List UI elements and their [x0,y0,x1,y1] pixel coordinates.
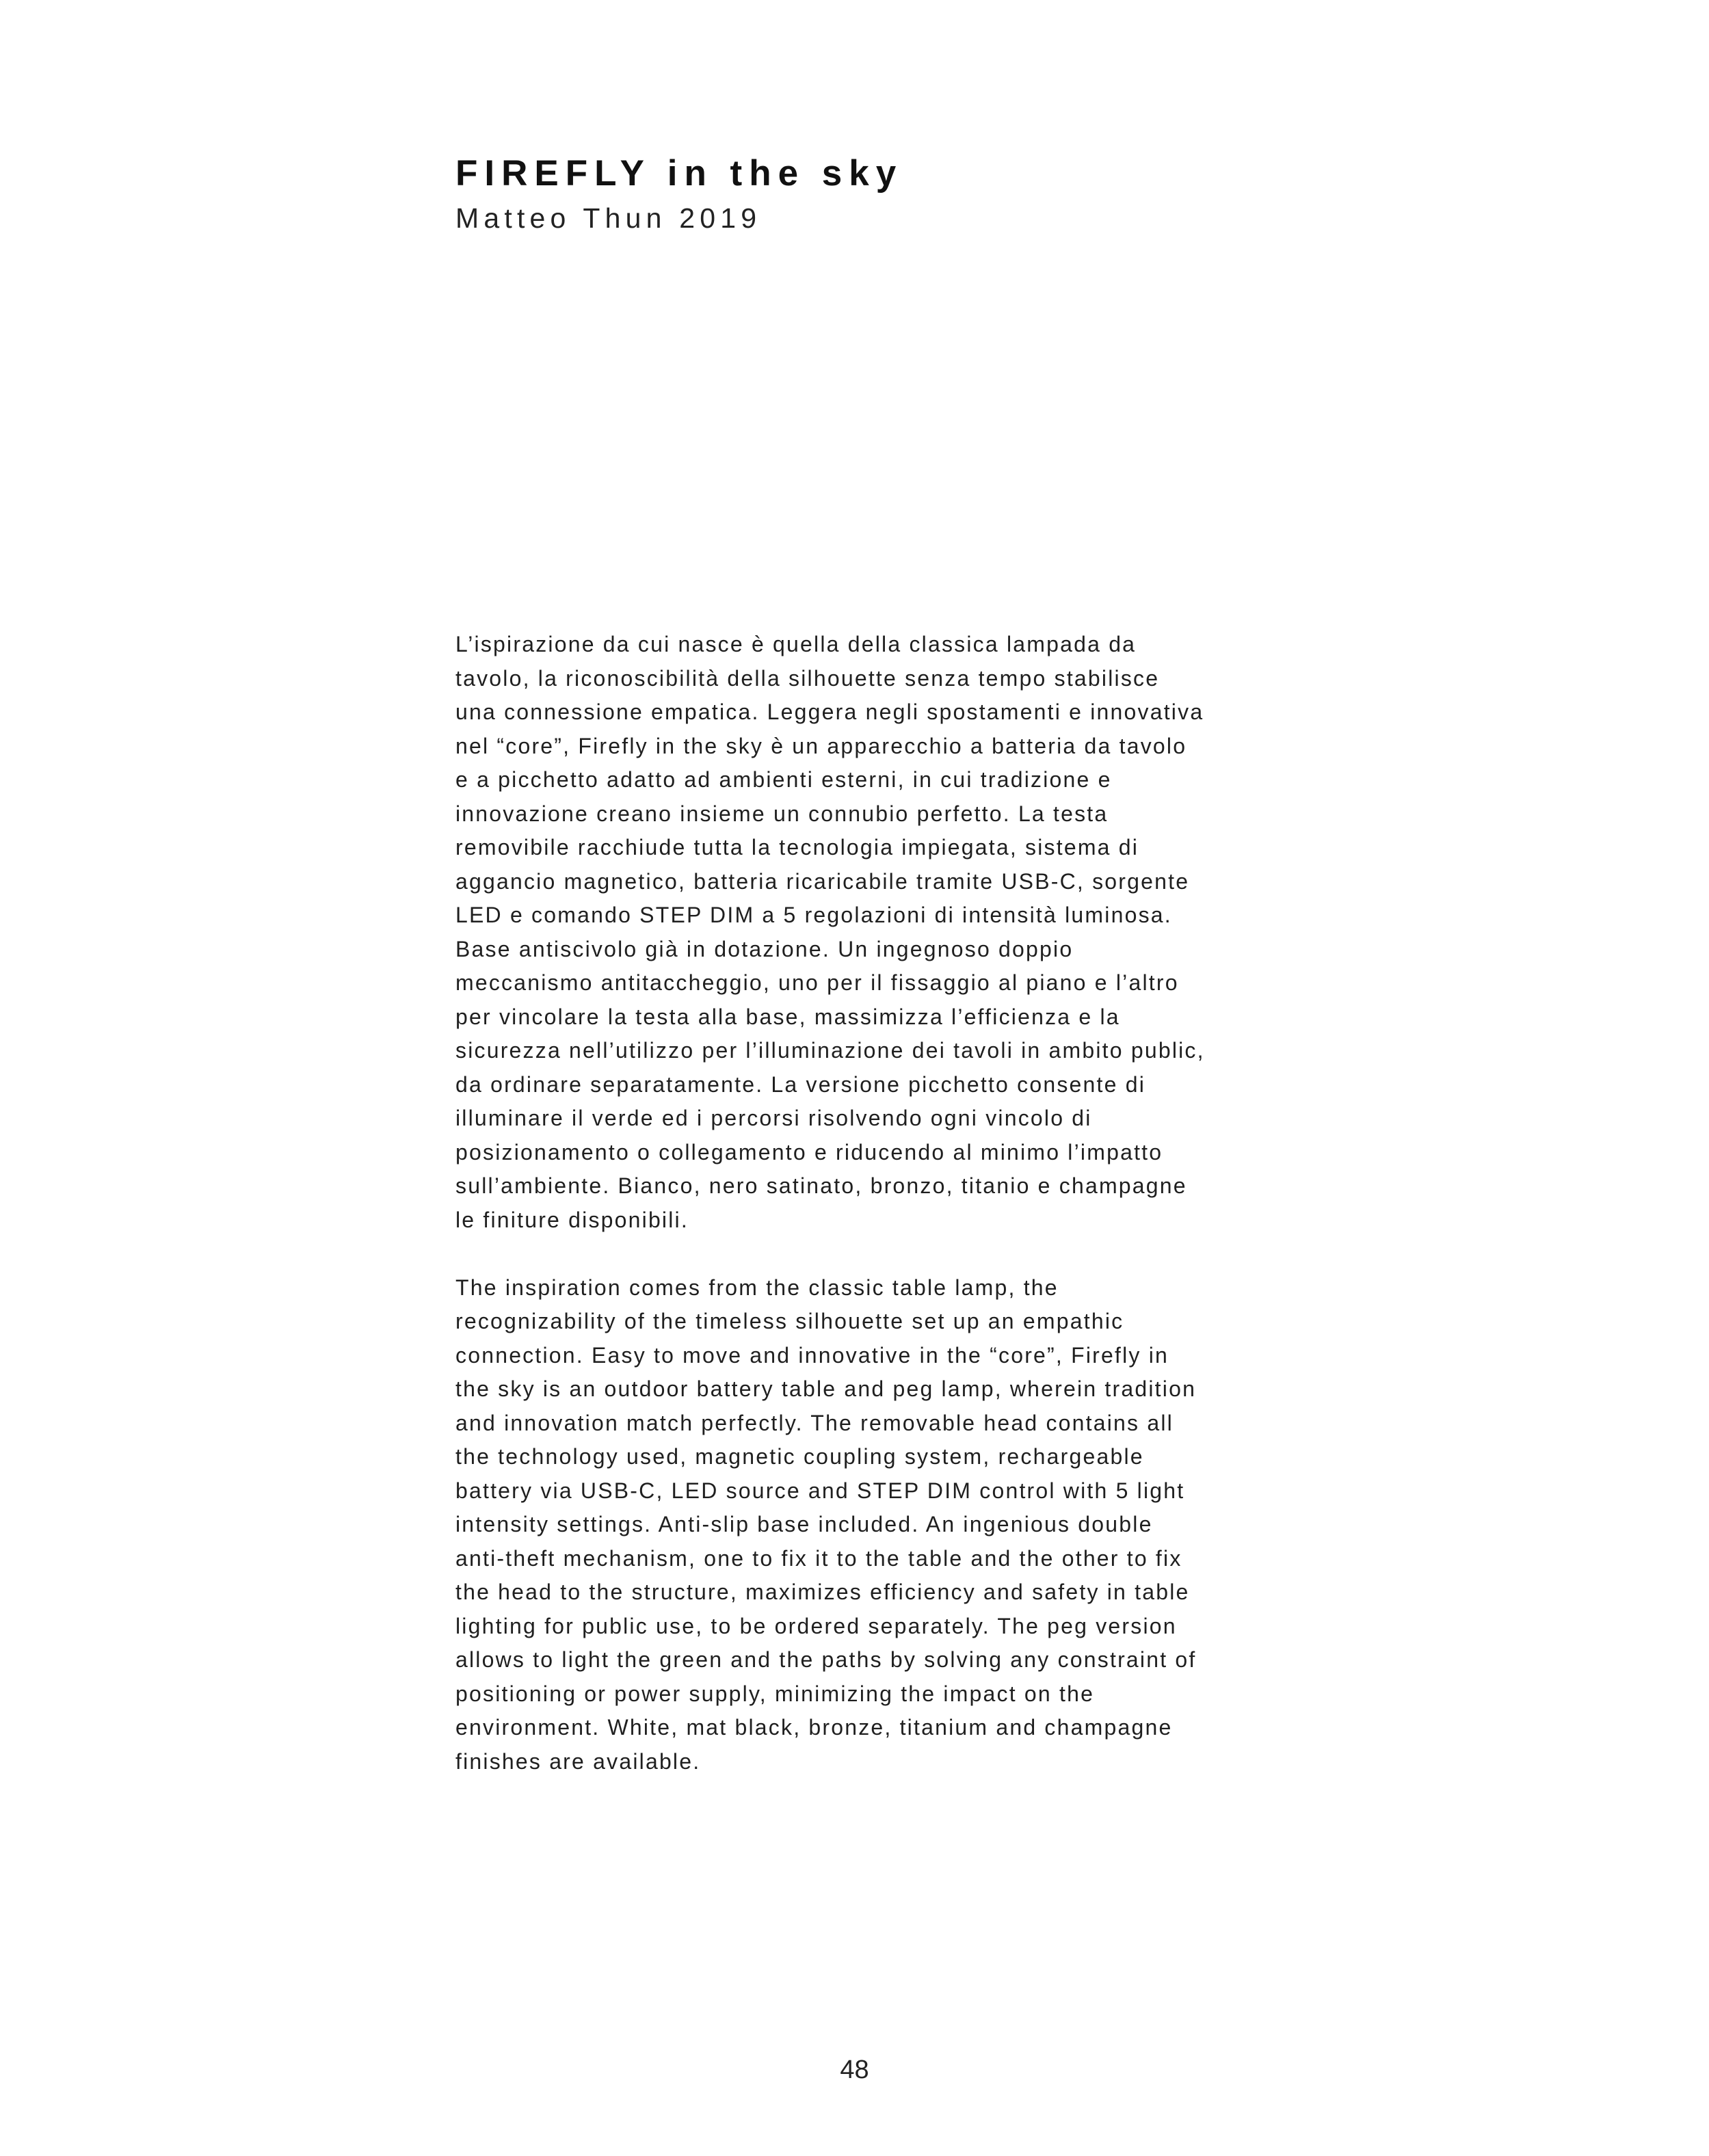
text-line: removibile racchiude tutta la tecnologia impiegata, sistema di [455,835,1139,860]
text-line: and innovation match perfectly. The removable head contains all [455,1410,1174,1435]
text-line: L’ispirazione da cui nasce è quella della classica lampada da [455,632,1137,656]
page-title: FIREFLY in the sky [455,153,903,194]
text-line: recognizability of the timeless silhouette set up an empathic [455,1309,1124,1333]
text-line: sicurezza nell’utilizzo per l’illuminazione dei tavoli in ambito public, [455,1038,1205,1063]
text-line: the technology used, magnetic coupling system, rechargeable [455,1444,1144,1469]
text-line: lighting for public use, to be ordered separately. The peg version [455,1613,1177,1638]
text-line: meccanismo antitaccheggio, uno per il fissaggio al piano e l’altro [455,970,1179,995]
text-line: una connessione empatica. Leggera negli spostamenti e innovativa [455,700,1204,724]
text-line: the head to the structure, maximizes efficiency and safety in table [455,1580,1190,1604]
text-line: positioning or power supply, minimizing the impact on the [455,1681,1095,1706]
text-line: nel “core”, Firefly in the sky è un apparecchio a batteria da tavolo [455,733,1187,758]
text-line: e a picchetto adatto ad ambienti esterni, in cui tradizione e [455,767,1112,792]
text-line: The inspiration comes from the classic table lamp, the [455,1275,1059,1300]
text-line: allows to light the green and the paths by solving any constraint of [455,1647,1197,1672]
text-line: aggancio magnetico, batteria ricaricabile tramite USB-C, sorgente [455,868,1190,894]
text-line: the sky is an outdoor battery table and peg lamp, wherein tradition [455,1376,1197,1401]
text-line: illuminare il verde ed i percorsi risolvendo ogni vincolo di [455,1106,1092,1130]
english-paragraph [455,1271,1303,1779]
text-line: anti-theft mechanism, one to fix it to the table and the other to fix [455,1545,1182,1571]
text-line: per vincolare la testa alla base, massimizza l’efficienza e la [455,1004,1120,1029]
italian-paragraph [455,628,1303,1237]
text-line: da ordinare separatamente. La versione picchetto consente di [455,1072,1145,1097]
text-line: LED e comando STEP DIM a 5 regolazioni di intensità luminosa. [455,903,1172,927]
text-line: innovazione creano insieme un connubio perfetto. La testa [455,801,1109,826]
text-line: posizionamento o collegamento e riducendo al minimo l’impatto [455,1139,1163,1164]
text-line: environment. White, mat black, bronze, titanium and champagne [455,1715,1173,1740]
text-line: intensity settings. Anti-slip base included. An ingenious double [455,1512,1153,1536]
text-line: finishes are available. [455,1748,701,1774]
text-line: connection. Easy to move and innovative in the “core”, Firefly in [455,1342,1169,1368]
text-line: tavolo, la riconoscibilità della silhouette senza tempo stabilisce [455,665,1160,691]
text-line: le finiture disponibili. [455,1207,689,1232]
header [455,148,1276,237]
page-number: 48 [840,2055,869,2084]
text-line: battery via USB-C, LED source and STEP DIM control with 5 light [455,1478,1185,1503]
body-text [455,628,1303,1779]
designer-subtitle: Matteo Thun 2019 [455,202,762,234]
text-line: Base antiscivolo già in dotazione. Un ingegnoso doppio [455,936,1074,961]
text-line: sull’ambiente. Bianco, nero satinato, bronzo, titanio e champagne [455,1173,1187,1198]
